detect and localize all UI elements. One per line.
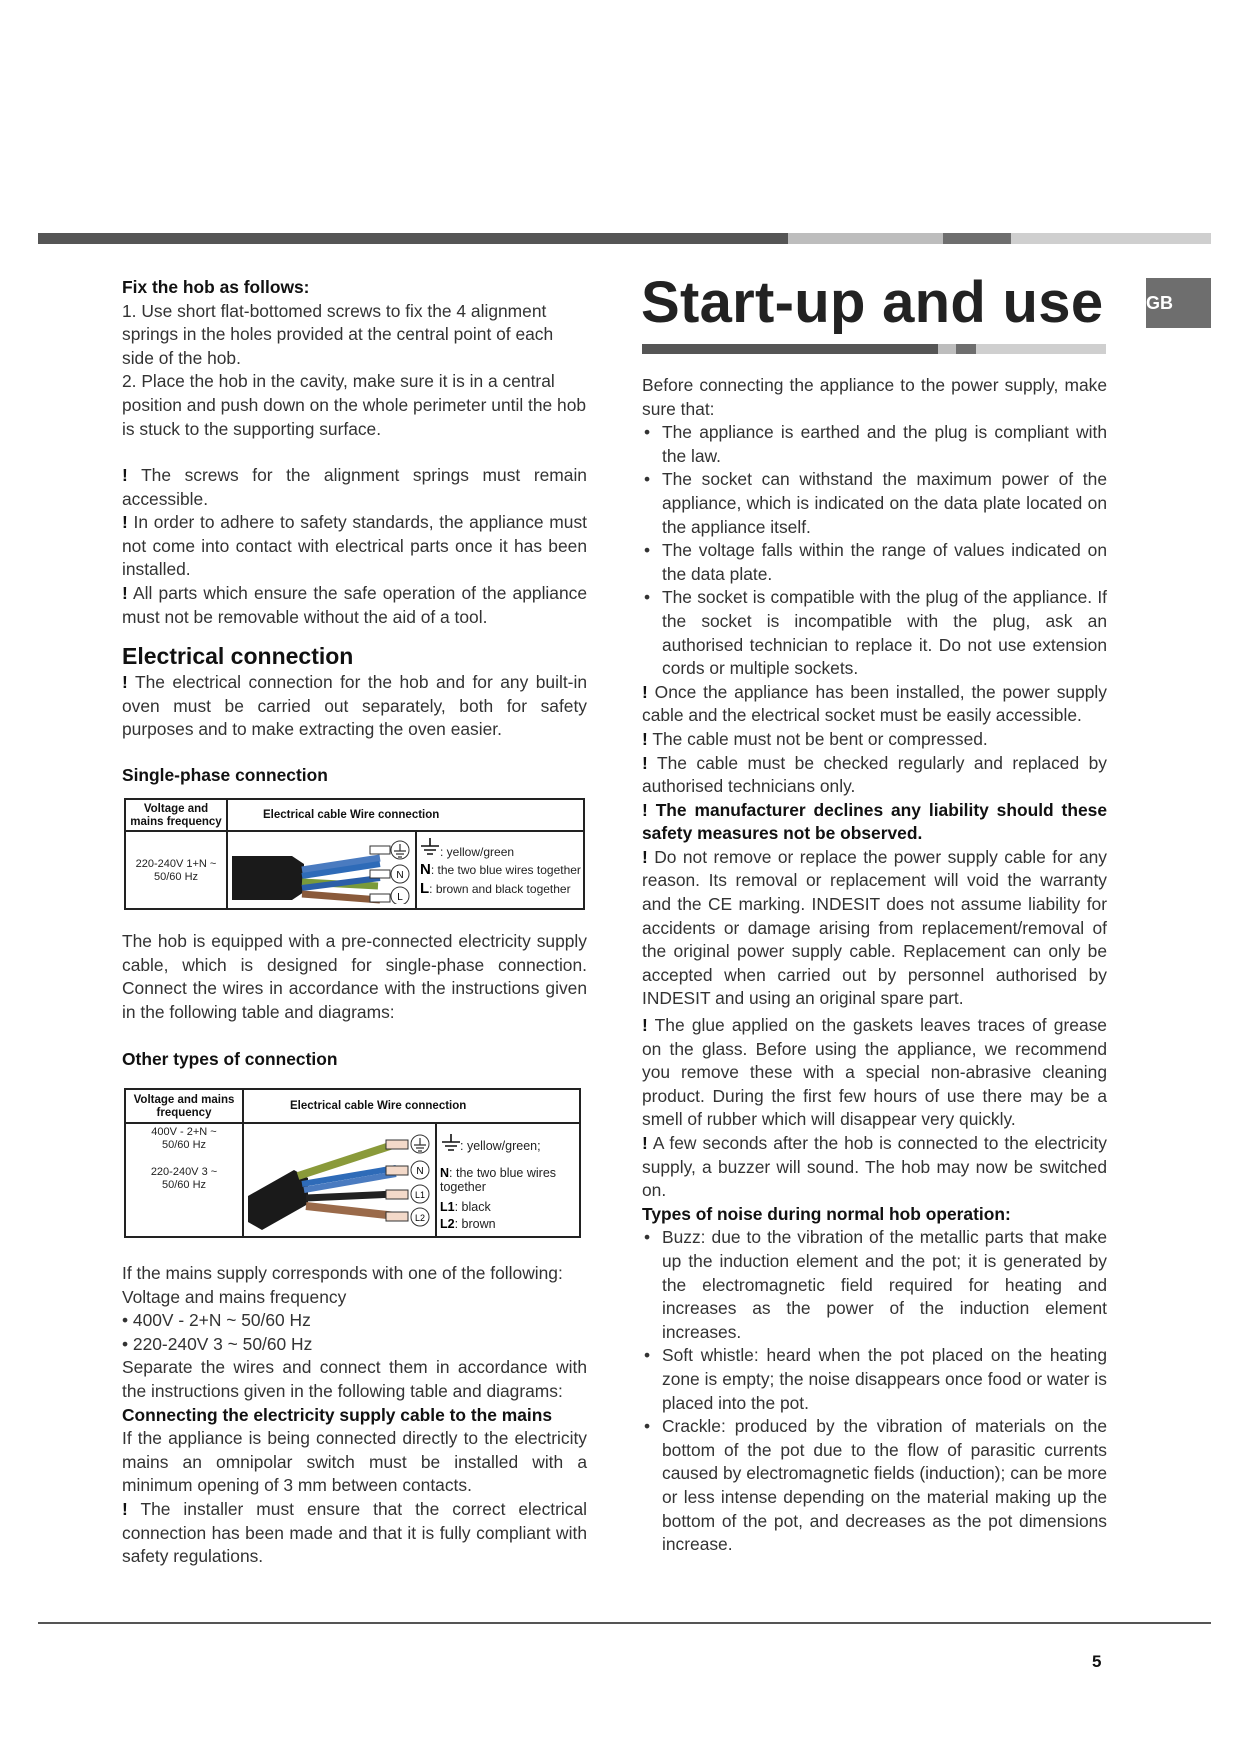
svg-text:L2: L2 (414, 1213, 426, 1223)
wire-brown (306, 1206, 396, 1216)
other-types-heading: Other types of connection (122, 1049, 338, 1069)
footer-rule (38, 1622, 1211, 1624)
other-voltage-2: 220-240V 3 ~ (150, 1166, 218, 1178)
single-col1-header: Voltage and mains frequency (130, 803, 222, 828)
l-terminal-label: L (397, 892, 403, 903)
noise-item: • Crackle: produced by the vibration of materials on the bottom of the pot due to the flow of parasitic currents caused by electromagnetic fields (induction); can be more or less intense depending on the material making up the bottom of the pot, and decreases as the pot dimensions increase. (642, 1415, 1107, 1557)
header-bar-light (788, 233, 943, 244)
header-bar-light-2 (1011, 233, 1211, 244)
check-item: • The appliance is earthed and the plug is compliant with the law. (642, 421, 1107, 468)
connecting-heading: Connecting the electricity supply cable to the mains (122, 1404, 553, 1425)
single-l-row: L: brown and black together (420, 880, 571, 897)
header-bar-dark (38, 233, 788, 244)
check-item: • The socket is compatible with the plug of the appliance. If the socket is incompatible with the plug, ask an authorised technician to replace it. Do not use extension cords or multiple sockets. (642, 586, 1107, 680)
other-col1-header: Voltage and mains frequency (133, 1094, 235, 1119)
installer-note: ! The installer must ensure that the correct electrical connection has been made and that it is fully compliant with safety regulations. (122, 1498, 587, 1567)
wire-brown (302, 894, 380, 900)
electrical-connection-note: ! The electrical connection for the hob and for any built-in oven must be carried out separately, both for safety purposes and to make extracting the oven easier. (122, 672, 587, 740)
warning-3: ! All parts which ensure the safe operation of the appliance must not be removable without the aid of a tool. (122, 582, 588, 627)
note-3: ! The cable must be checked regularly and replaced by authorised technicians only. (642, 752, 1107, 797)
noise-item: • Soft whistle: heard when the pot placed on the heating zone is empty; the noise disappears once food or water is placed into the pot. (642, 1344, 1107, 1415)
single-ground-label: : yellow/green (440, 845, 515, 859)
note-5: ! Do not remove or replace the power supply cable for any reason. Its removal or replacement will void the warranty and the CE marking. INDESIT does not assume liability for accidents or damage arising from replacement/removal of the original power supply cable. Replacement can only be accepted when carried out by personnel authorised by INDESIT and using an original spare part. (642, 846, 1107, 1009)
other-col2-header: Electrical cable Wire connection (290, 1100, 467, 1112)
note-1: ! Once the appliance has been installed, the power supply cable and the electrical socket must be easily accessible. (642, 681, 1107, 726)
svg-text:N: N (416, 1166, 424, 1177)
fix-hob-heading: Fix the hob as follows: (122, 277, 310, 297)
ground-symbol-icon (418, 838, 442, 856)
cable-sheath (232, 856, 304, 900)
single-phase-description: The hob is equipped with a pre-connected electricity supply cable, which is designed for single-phase connection. Connect the wires in accordance with the instructions given in the following table and diagrams: (122, 931, 587, 1022)
startup-checklist (642, 421, 1107, 681)
language-tab: GB (1146, 278, 1211, 328)
note-4: ! The manufacturer declines any liability should these safety measures not be observed. (642, 799, 1107, 844)
mains-separate: Separate the wires and connect them in accordance with the instructions given in the following table and diagrams: (122, 1357, 587, 1401)
other-frequency-2: 50/60 Hz (161, 1179, 207, 1191)
other-types-table (124, 1088, 581, 1238)
warnings-section (122, 464, 587, 629)
page-number: 5 (1092, 1652, 1102, 1671)
page-title: Start-up and use (641, 270, 1104, 335)
note-7: ! A few seconds after the hob is connected to the electricity supply, a buzzer will sound. The hob may now be switched on. (642, 1133, 1107, 1201)
other-n-row: N: the two blue wires together (440, 1166, 557, 1194)
header-bar-mid (943, 233, 1011, 244)
noise-heading: Types of noise during normal hob operation: (642, 1203, 1011, 1224)
warning-1: ! The screws for the alignment springs must remain accessible. (122, 465, 587, 509)
other-l2-row: L2: brown (440, 1217, 496, 1231)
mains-option-1: • 400V - 2+N ~ 50/60 Hz (122, 1310, 311, 1331)
title-bar-mid (956, 344, 976, 354)
title-bar-dark (642, 344, 938, 354)
svg-text:L1: L1 (414, 1190, 426, 1200)
other-frequency-1: 50/60 Hz (161, 1139, 207, 1151)
connecting-text: If the appliance is being connected directly to the electricity mains an omnipolar switch must be installed with a minimum opening of 3 mm between contacts. (122, 1428, 587, 1496)
note-6: ! The glue applied on the gaskets leaves traces of grease on the glass. Before using the appliance, we recommend you remove these with a special non-abrasive cleaning product. During the first few hours of use there may be a smell of rubber which will disappear very quickly. (642, 1015, 1107, 1130)
title-bar-light-2 (976, 344, 1106, 354)
note-2: ! The cable must not be bent or compressed. (642, 728, 988, 749)
startup-section (642, 374, 1107, 1557)
fix-step-2: 2. Place the hob in the cavity, make sure it is in a central position and push down on the whole perimeter until the hob is stuck to the supporting surface. (122, 371, 587, 439)
startup-intro: Before connecting the appliance to the power supply, make sure that: (642, 375, 1107, 419)
other-l1-row: L1: black (440, 1200, 491, 1214)
mains-vf: Voltage and mains frequency (122, 1286, 347, 1307)
noise-list (642, 1226, 1107, 1556)
header-bar (38, 233, 1211, 244)
single-phase-table (124, 798, 585, 910)
warning-2: ! In order to adhere to safety standards, the appliance must not come into contact with electrical parts once it has been installed. (122, 512, 587, 580)
electrical-connection-section (122, 641, 587, 742)
check-item: • The socket can withstand the maximum power of the appliance, which is indicated on the data plate located on the appliance itself. (642, 468, 1107, 539)
title-bar-light (938, 344, 956, 354)
single-voltage: 220-240V 1+N ~ (135, 858, 217, 870)
other-wire-diagram (246, 1124, 432, 1234)
single-phase-heading-wrap (122, 764, 587, 788)
wire-black (306, 1194, 396, 1198)
electrical-connection-heading: Electrical connection (122, 643, 354, 669)
mains-option-2: • 220-240V 3 ~ 50/60 Hz (122, 1333, 313, 1354)
fix-hob-section (122, 276, 587, 441)
n-terminal-label: N (396, 870, 404, 881)
single-n-row: N: the two blue wires together (420, 861, 581, 878)
other-ground-label: : yellow/green; (460, 1139, 541, 1153)
single-wire-diagram (230, 834, 410, 904)
mains-section (122, 1262, 587, 1569)
noise-item: • Buzz: due to the vibration of the metallic parts that make up the induction element and the pot; it is generated by the electromagnetic field required for heating and increases as the power of the induction element increases. (642, 1226, 1107, 1344)
check-item: • The voltage falls within the range of values indicated on the data plate. (642, 539, 1107, 586)
single-frequency: 50/60 Hz (153, 871, 199, 883)
single-phase-heading: Single-phase connection (122, 765, 328, 785)
other-types-heading-wrap (122, 1048, 587, 1072)
fix-step-1: 1. Use short flat-bottomed screws to fix the 4 alignment springs in the holes provided at the central point of each side of the hob. (122, 300, 554, 368)
single-col2-header: Electrical cable Wire connection (263, 809, 440, 821)
ground-symbol-icon (440, 1134, 462, 1152)
other-voltage-1: 400V - 2+N ~ (151, 1126, 217, 1138)
mains-intro: If the mains supply corresponds with one of the following: (122, 1263, 563, 1283)
